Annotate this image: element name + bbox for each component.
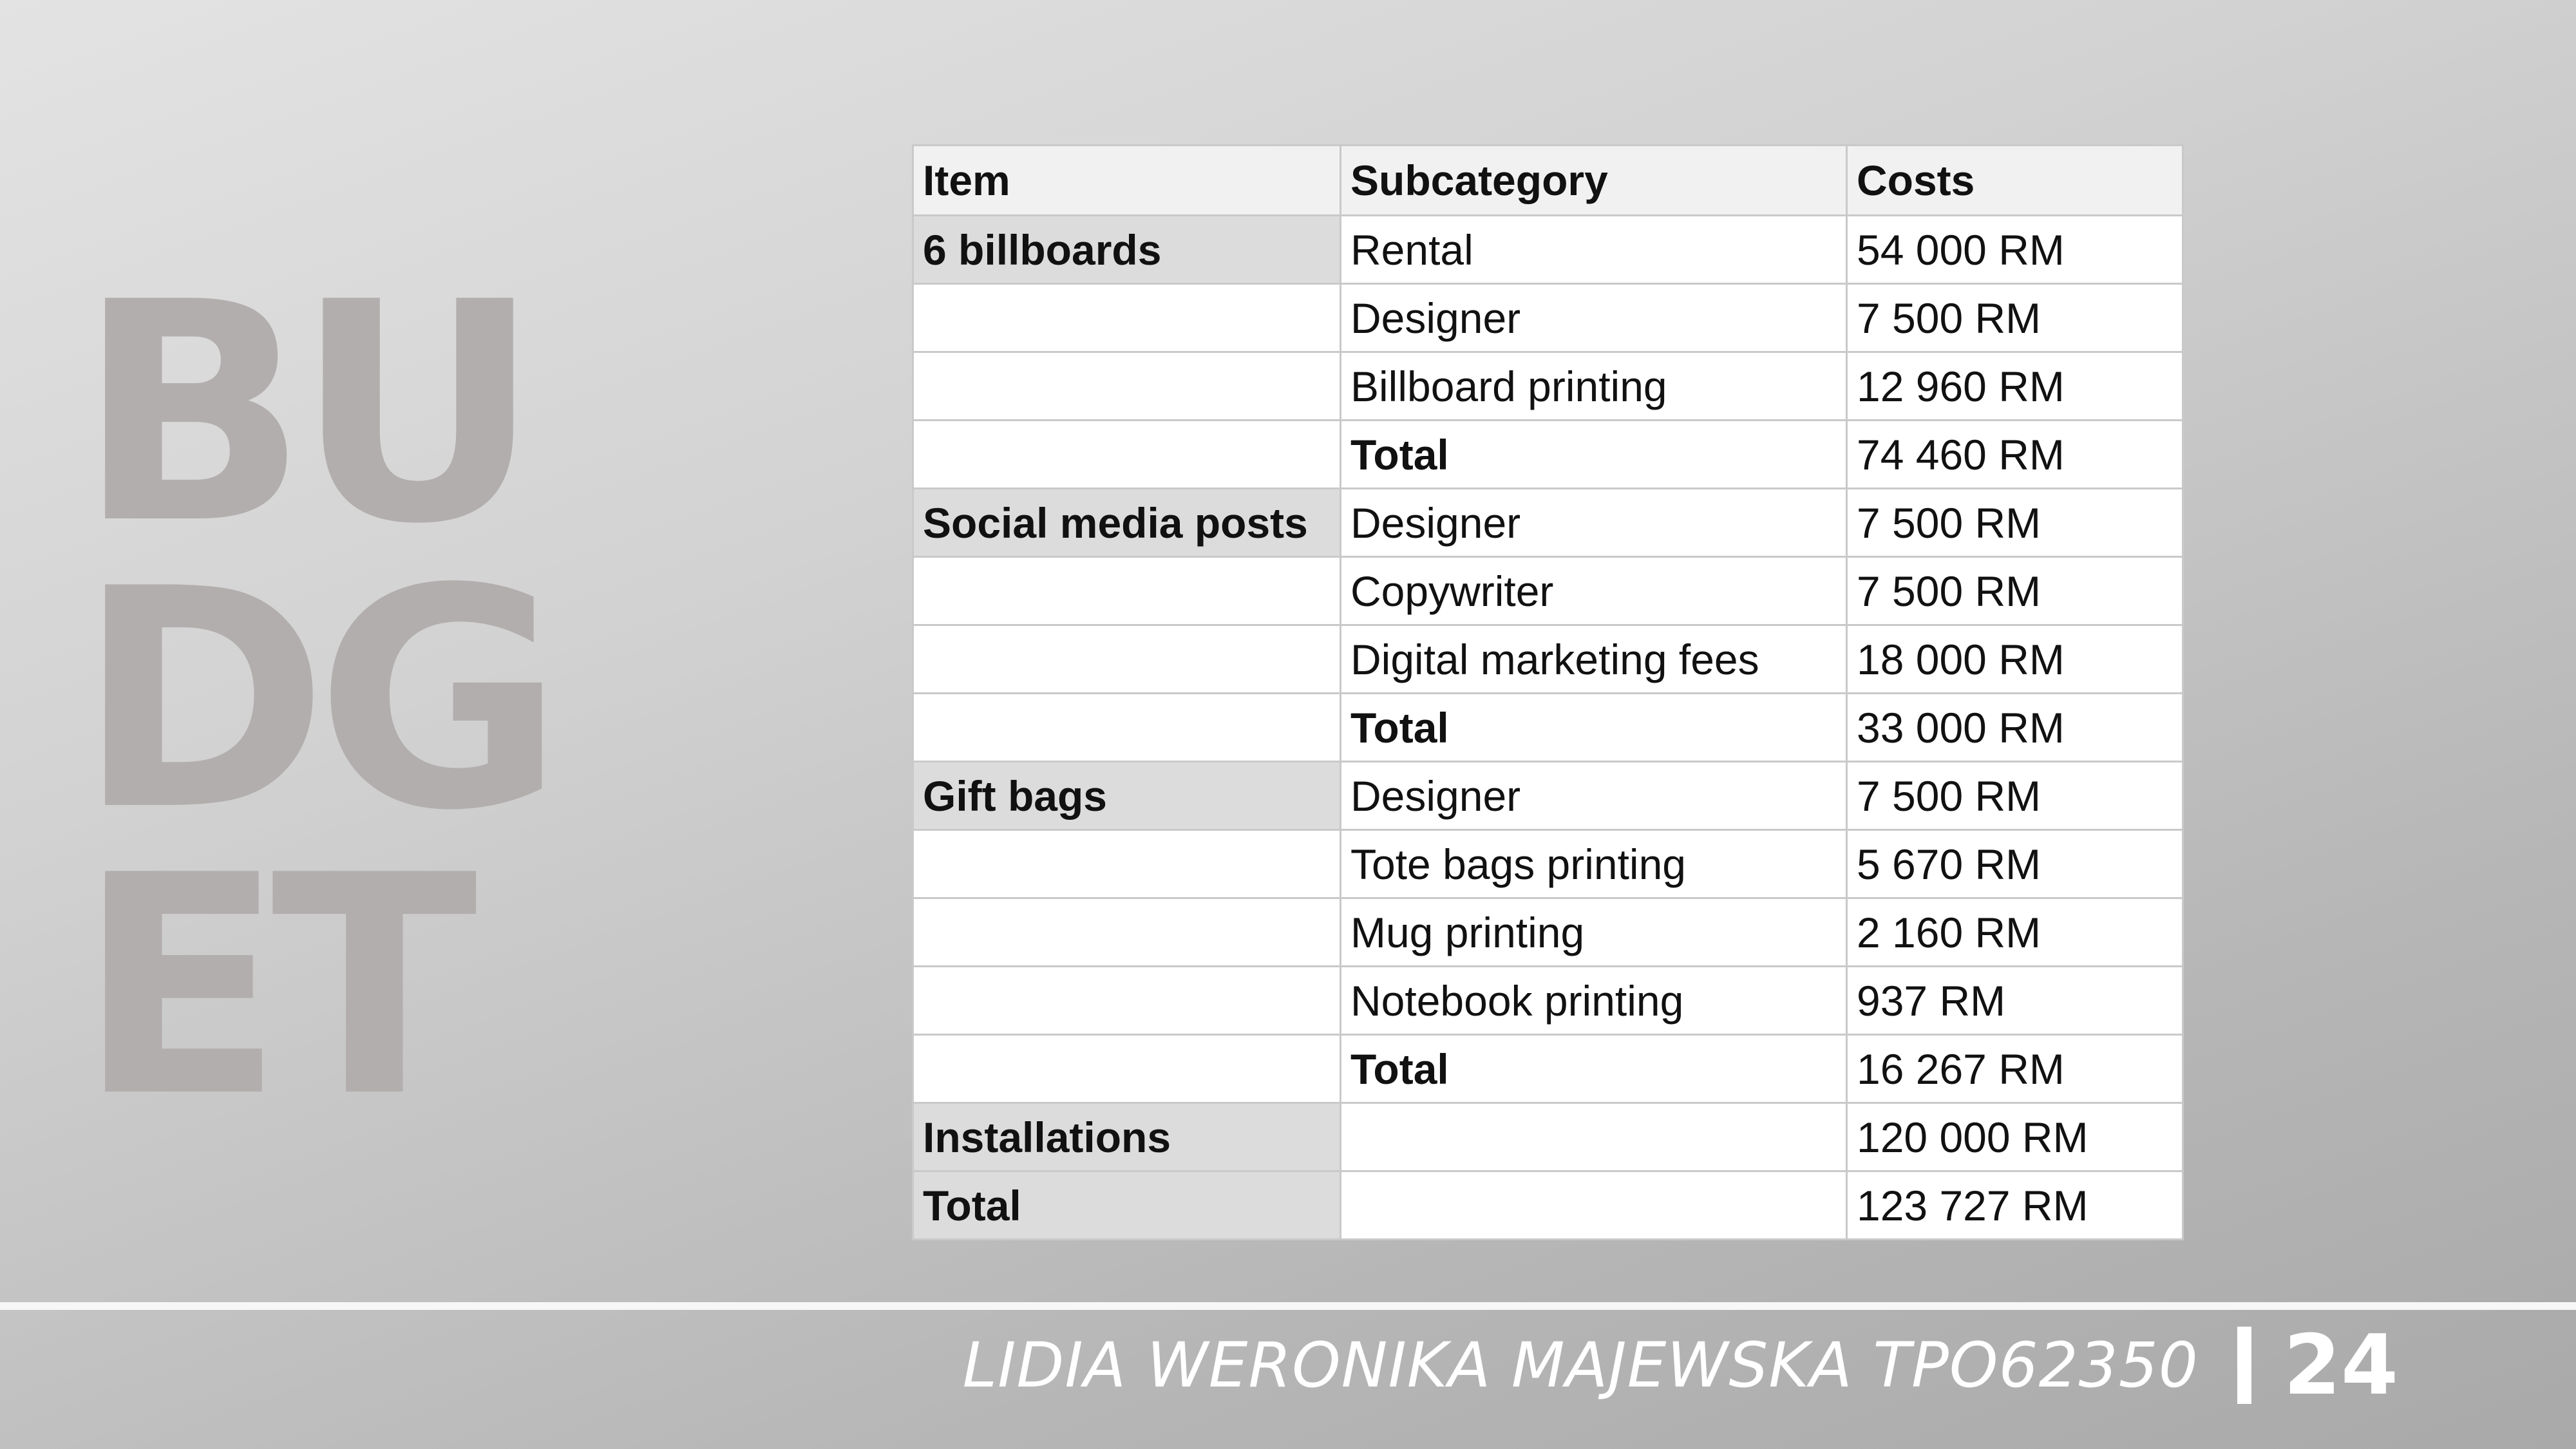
costs-cell: 120 000 RM (1847, 1103, 2183, 1171)
costs-cell: 7 500 RM (1847, 762, 2183, 830)
slide-footer (962, 1317, 2398, 1414)
item-cell (913, 284, 1341, 352)
footer-divider (0, 1302, 2576, 1310)
costs-cell: 937 RM (1847, 967, 2183, 1035)
subcategory-cell: Designer (1341, 284, 1847, 352)
table-row (913, 830, 2183, 898)
subcategory-cell (1341, 1103, 1847, 1171)
table-row (913, 625, 2183, 694)
subcategory-cell: Total (1341, 694, 1847, 762)
item-cell: Installations (913, 1103, 1341, 1171)
costs-cell: 33 000 RM (1847, 694, 2183, 762)
author-name: LIDIA WERONIKA MAJEWSKA TPO62350 (962, 1329, 2199, 1401)
costs-cell: 7 500 RM (1847, 284, 2183, 352)
table-row-grand-total (913, 1171, 2183, 1240)
subcategory-cell: Designer (1341, 489, 1847, 557)
costs-cell: 18 000 RM (1847, 625, 2183, 694)
subcategory-cell: Rental (1341, 216, 1847, 284)
subcategory-cell: Mug printing (1341, 898, 1847, 967)
item-cell: 6 billboards (913, 216, 1341, 284)
table-row-subtotal (913, 1035, 2183, 1103)
subcategory-cell: Total (1341, 421, 1847, 489)
costs-cell: 5 670 RM (1847, 830, 2183, 898)
table-row (913, 489, 2183, 557)
costs-cell: 16 267 RM (1847, 1035, 2183, 1103)
costs-cell: 123 727 RM (1847, 1171, 2183, 1240)
item-cell: Gift bags (913, 762, 1341, 830)
item-cell (913, 694, 1341, 762)
costs-cell: 7 500 RM (1847, 557, 2183, 625)
budget-title-line-3: ET (77, 811, 465, 1163)
header-item: Item (913, 146, 1341, 216)
subcategory-cell: Copywriter (1341, 557, 1847, 625)
footer-separator (2237, 1327, 2251, 1404)
item-cell (913, 557, 1341, 625)
table-row (913, 967, 2183, 1035)
table-row (913, 1103, 2183, 1171)
header-costs: Costs (1847, 146, 2183, 216)
header-subcategory: Subcategory (1341, 146, 1847, 216)
subcategory-cell: Billboard printing (1341, 352, 1847, 421)
item-cell (913, 421, 1341, 489)
page-number: 24 (2283, 1317, 2398, 1414)
item-cell (913, 352, 1341, 421)
costs-cell: 54 000 RM (1847, 216, 2183, 284)
budget-title (77, 238, 567, 1163)
table-header-row (913, 146, 2183, 216)
item-cell (913, 1035, 1341, 1103)
item-cell (913, 625, 1341, 694)
item-cell (913, 898, 1341, 967)
table-row (913, 557, 2183, 625)
costs-cell: 7 500 RM (1847, 489, 2183, 557)
table-row (913, 352, 2183, 421)
table-row (913, 216, 2183, 284)
subcategory-cell: Designer (1341, 762, 1847, 830)
costs-cell: 74 460 RM (1847, 421, 2183, 489)
table-row (913, 898, 2183, 967)
item-cell: Total (913, 1171, 1341, 1240)
table-row-subtotal (913, 421, 2183, 489)
costs-cell: 12 960 RM (1847, 352, 2183, 421)
budget-table (912, 144, 2184, 1240)
table-row (913, 762, 2183, 830)
table-row-subtotal (913, 694, 2183, 762)
costs-cell: 2 160 RM (1847, 898, 2183, 967)
subcategory-cell: Notebook printing (1341, 967, 1847, 1035)
subcategory-cell (1341, 1171, 1847, 1240)
item-cell: Social media posts (913, 489, 1341, 557)
budget-title-line-2: DG (77, 524, 551, 876)
table-row (913, 284, 2183, 352)
item-cell (913, 967, 1341, 1035)
subcategory-cell: Total (1341, 1035, 1847, 1103)
subcategory-cell: Digital marketing fees (1341, 625, 1847, 694)
subcategory-cell: Tote bags printing (1341, 830, 1847, 898)
item-cell (913, 830, 1341, 898)
budget-title-line-1: BU (77, 238, 528, 590)
